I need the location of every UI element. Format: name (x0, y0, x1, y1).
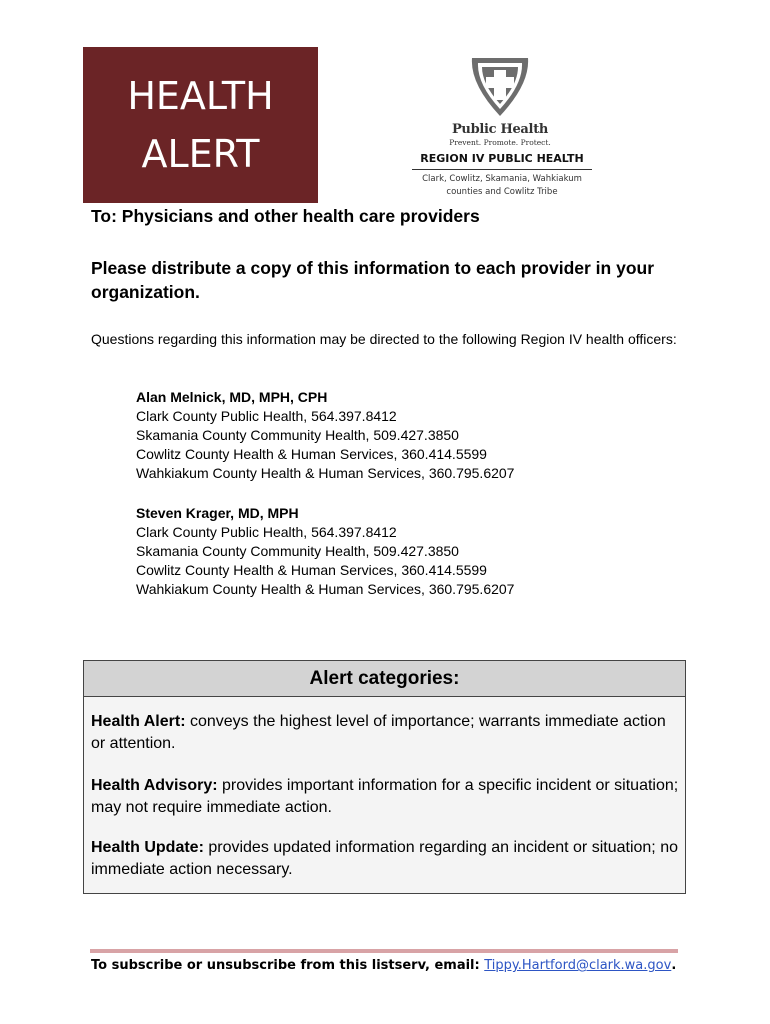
banner-line-1: HEALTH (127, 74, 274, 118)
banner-line-2: ALERT (141, 132, 260, 176)
category-desc: conveys the highest level of importance; warrants immediate action or attention. (91, 713, 666, 752)
footer-end: . (671, 958, 677, 973)
memo-recipients: To: Physicians and other health care providers (91, 206, 480, 226)
subscribe-footer (91, 958, 691, 973)
alert-categories-heading: Alert categories: (84, 661, 685, 697)
contact-line: Skamania County Community Health, 509.427.3850 (136, 543, 459, 559)
footer-divider (90, 949, 678, 953)
officer-block-krager (136, 504, 514, 599)
region-divider (412, 169, 592, 170)
officer-name: Steven Krager, MD, MPH (136, 505, 299, 521)
contact-line: Cowlitz County Health & Human Services, 360.414.5599 (136, 562, 487, 578)
distribute-notice: Please distribute a copy of this information to each provider in your organization. (91, 258, 655, 302)
category-term: Health Advisory: (91, 777, 218, 794)
footer-text: To subscribe or unsubscribe from this listserv, email: (91, 958, 485, 973)
category-term: Health Alert: (91, 713, 186, 730)
counties-line-1: Clark, Cowlitz, Skamania, Wahkiakum (422, 174, 582, 184)
shield-cross-icon (466, 54, 534, 120)
officer-block-melnick (136, 388, 514, 483)
contact-line: Wahkiakum County Health & Human Services, 360.795.6207 (136, 465, 515, 481)
category-health-advisory (91, 775, 681, 819)
counties-line-2: counties and Cowlitz Tribe (446, 187, 558, 197)
counties-text (412, 173, 592, 199)
logo-name: Public Health (451, 122, 549, 137)
category-desc: provides updated information regarding an incident or situation; no immediate action necessary. (91, 839, 678, 878)
contact-line: Wahkiakum County Health & Human Services, 360.795.6207 (136, 581, 515, 597)
category-health-update (91, 837, 681, 881)
questions-text: Questions regarding this information may be directed to the following Region IV health officers: (91, 331, 677, 347)
contact-line: Skamania County Community Health, 509.427.3850 (136, 427, 459, 443)
contact-line: Cowlitz County Health & Human Services, 360.414.5599 (136, 446, 487, 462)
region-title: REGION IV PUBLIC HEALTH (420, 152, 584, 165)
contact-line: Clark County Public Health, 564.397.8412 (136, 408, 397, 424)
health-alert-banner (83, 47, 318, 203)
category-term: Health Update: (91, 839, 204, 856)
subscribe-email-link[interactable]: Tippy.Hartford@clark.wa.gov (484, 958, 672, 973)
category-health-alert (91, 711, 681, 755)
contact-line: Clark County Public Health, 564.397.8412 (136, 524, 397, 540)
logo-tagline: Prevent. Promote. Protect. (449, 138, 551, 147)
alert-categories-box (83, 660, 686, 894)
public-health-logo (400, 50, 600, 200)
officer-name: Alan Melnick, MD, MPH, CPH (136, 389, 328, 405)
category-desc: provides important information for a specific incident or situation; may not require immediate action. (91, 777, 679, 816)
